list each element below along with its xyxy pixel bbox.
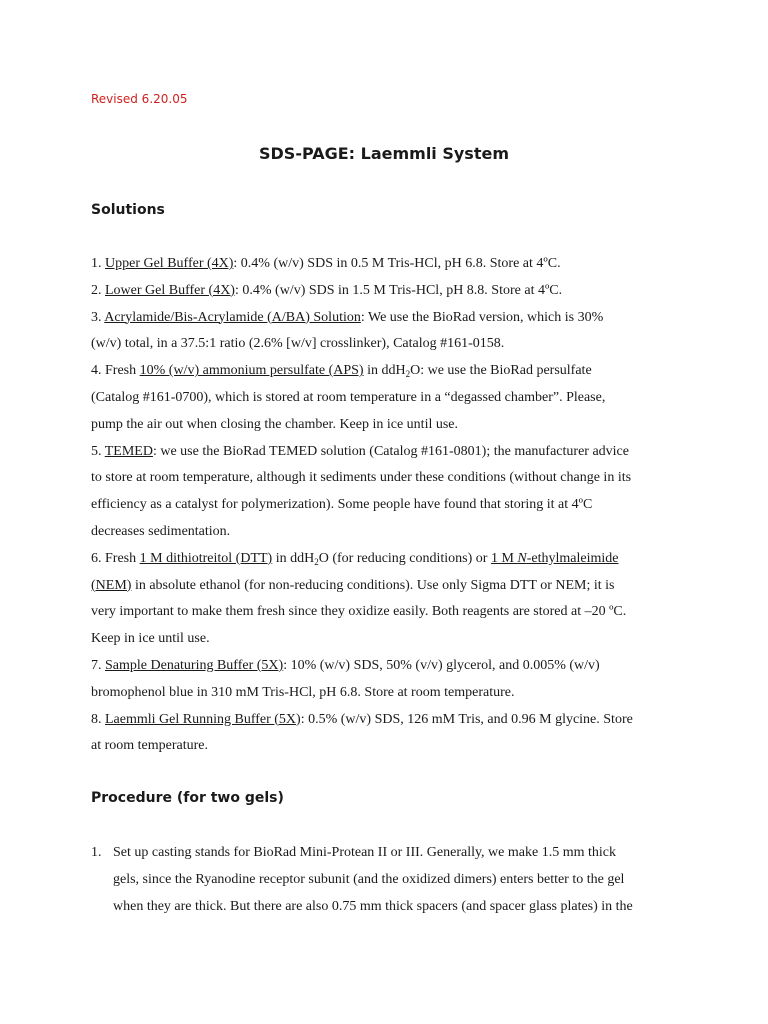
solution-item-3: 3. Acrylamide/Bis-Acrylamide (A/BA) Solution: We use the BioRad version, which is 30% <box>91 309 604 325</box>
step-text: Set up casting stands for BioRad Mini-Protean II or III. Generally, we make 1.5 mm thick <box>113 845 616 860</box>
solution-item-4: 4. Fresh 10% (w/v) ammonium persulfate (APS) in ddH$_2$O: we use the BioRad persulfate <box>91 363 592 380</box>
solution-name: (NEM) <box>91 577 132 593</box>
solution-item-6: 6. Fresh 1 M dithiotreitol (DTT) in ddH$_2$O (for reducing conditions) or 1 M N-ethylmaleimide <box>91 550 619 567</box>
revision-note: Revised 6.20.05 <box>91 92 188 106</box>
step-text: when they are thick. But there are also 0.75 mm thick spacers (and spacer glass plates) in the <box>113 898 633 914</box>
solution-item-7: 7. Sample Denaturing Buffer (5X): 10% (w/v) SDS, 50% (v/v) glycerol, and 0.005% (w/v) <box>91 657 600 673</box>
solution-item-5-cont: decreases sedimentation. <box>91 523 231 539</box>
solution-item-4-cont: pump the air out when closing the chamber. Keep in ice until use. <box>91 416 459 432</box>
solution-item-3-cont: (w/v) total, in a 37.5:1 ratio (2.6% [w/v] crosslinker), Catalog #161-0158. <box>91 336 505 352</box>
solution-name: Sample Denaturing Buffer (5X) <box>105 657 284 673</box>
solution-item-6-cont: (NEM) in absolute ethanol (for non-reducing conditions). Use only Sigma DTT or NEM; it is <box>91 577 615 593</box>
solution-name: Lower Gel Buffer (4X) <box>105 282 235 298</box>
solutions-list <box>91 251 681 760</box>
solution-item-6-cont: very important to make them fresh since they oxidize easily. Both reagents are stored at –20 ºC. <box>91 604 627 620</box>
procedure-step-1 <box>91 839 691 919</box>
solution-item-2: 2. Lower Gel Buffer (4X): 0.4% (w/v) SDS in 1.5 M Tris-HCl, pH 8.8. Store at 4ºC. <box>91 282 563 298</box>
solution-item-5-cont: to store at room temperature, although it sediments under these conditions (without change in its <box>91 470 632 486</box>
solution-item-6-cont: Keep in ice until use. <box>91 631 210 647</box>
solution-item-8-cont: at room temperature. <box>91 738 209 754</box>
procedure-heading: Procedure (for two gels) <box>91 790 284 806</box>
solution-item-5-cont: efficiency as a catalyst for polymerization). Some people have found that storing it at 4ºC <box>91 497 593 513</box>
solution-item-7-cont: bromophenol blue in 310 mM Tris-HCl, pH 6.8. Store at room temperature. <box>91 684 515 700</box>
solution-name: 1 M dithiotreitol (DTT) <box>139 550 273 566</box>
solution-item-4-cont: (Catalog #161-0700), which is stored at room temperature in a “degassed chamber”. Please, <box>91 389 606 405</box>
solutions-heading: Solutions <box>91 202 165 218</box>
solution-name: Acrylamide/Bis-Acrylamide (A/BA) Solution <box>104 309 361 325</box>
solution-item-8: 8. Laemmli Gel Running Buffer (5X): 0.5% (w/v) SDS, 126 mM Tris, and 0.96 M glycine. Store <box>91 711 633 727</box>
solution-name: TEMED <box>104 443 153 459</box>
solution-item-5: 5. TEMED: we use the BioRad TEMED solution (Catalog #161-0801); the manufacturer advice <box>91 443 629 459</box>
step-text: gels, since the Ryanodine receptor subunit (and the oxidized dimers) enters better to the gel <box>113 871 625 887</box>
solution-name: 10% (w/v) ammonium persulfate (APS) <box>139 363 364 379</box>
solution-name: 1 M N-ethylmaleimide <box>490 550 619 566</box>
document-title: SDS-PAGE: Laemmli System <box>258 144 509 163</box>
solution-name: Upper Gel Buffer (4X) <box>105 256 234 271</box>
solution-name: Laemmli Gel Running Buffer (5X) <box>105 711 301 727</box>
solution-item-1: 1. Upper Gel Buffer (4X): 0.4% (w/v) SDS in 0.5 M Tris-HCl, pH 6.8. Store at 4ºC. <box>91 256 561 271</box>
step-number: 1. <box>91 845 102 860</box>
